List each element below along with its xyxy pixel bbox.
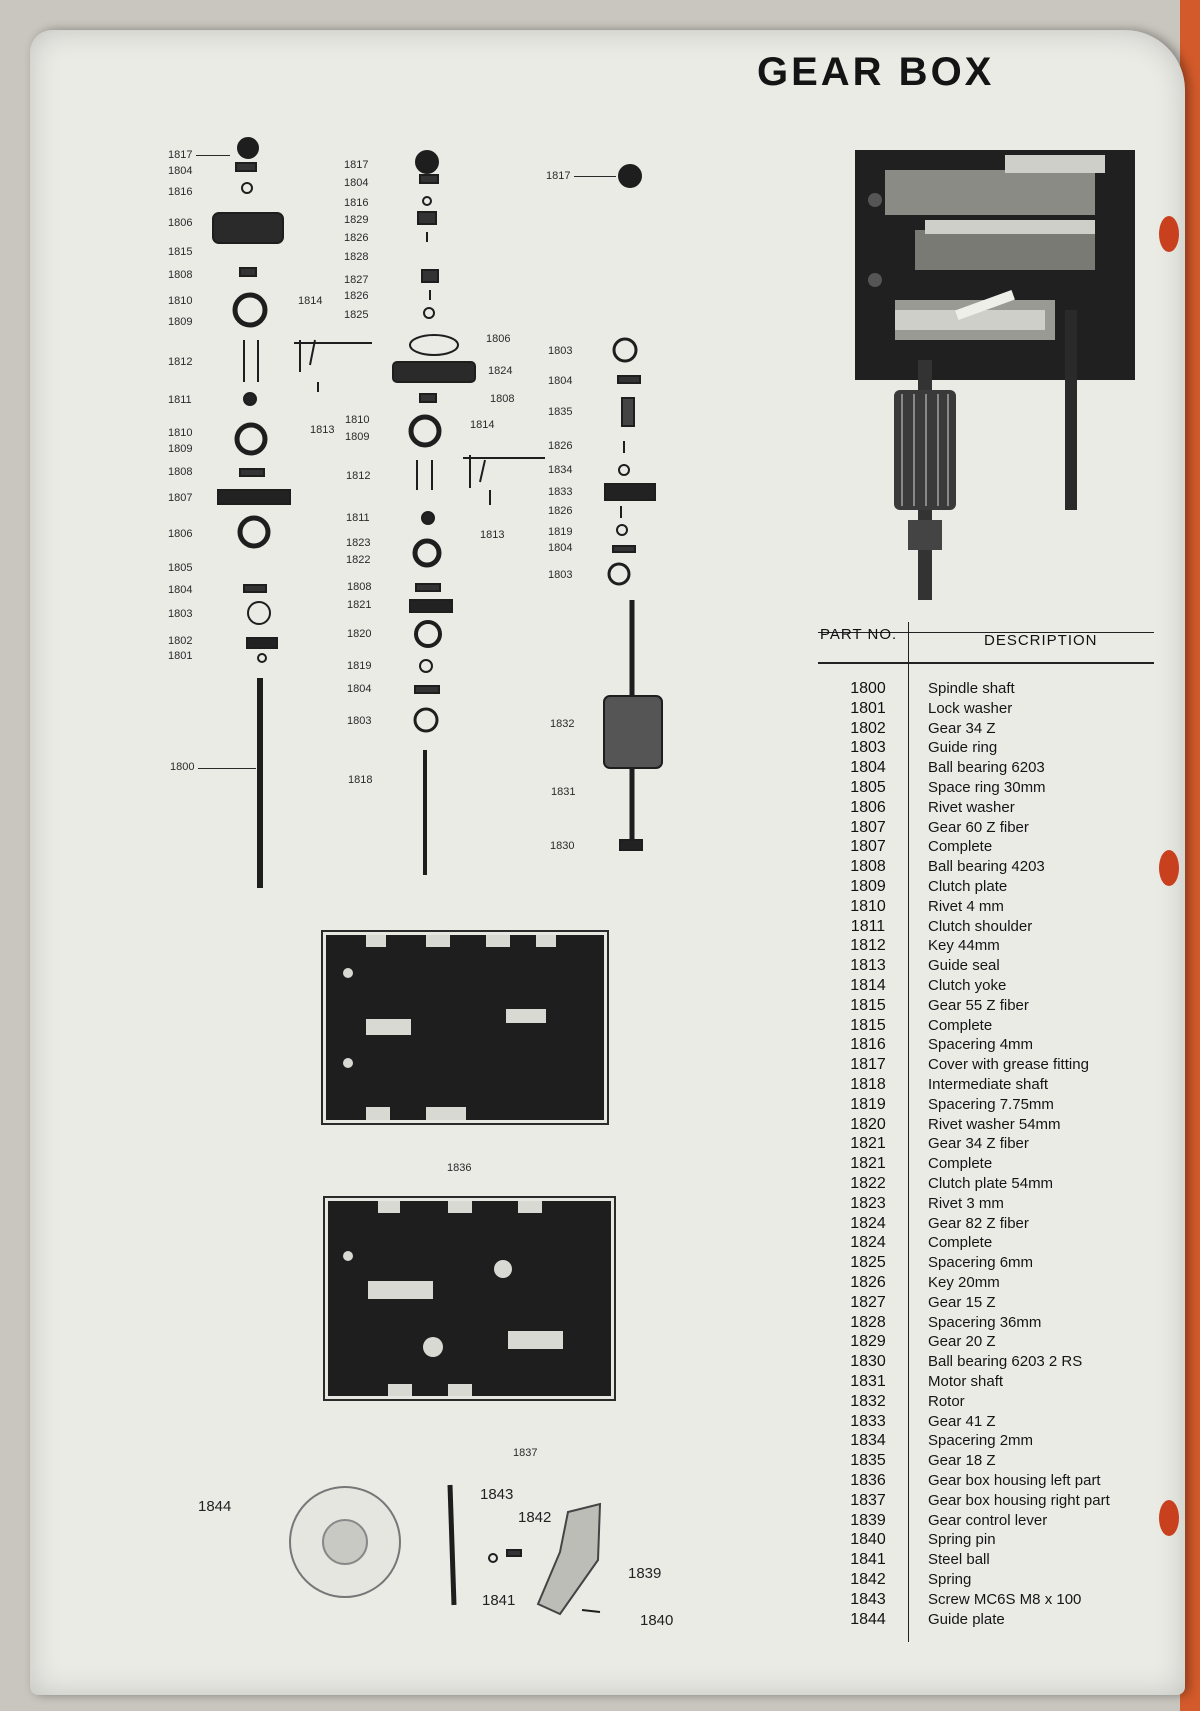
part-description: Guide plate [928, 1610, 1005, 1628]
part-description: Clutch plate 54mm [928, 1175, 1054, 1192]
part-number: 1805 [850, 779, 886, 796]
part-number: 1825 [850, 1254, 886, 1272]
callout-label: 1802 [168, 635, 193, 647]
part-number: 1801 [850, 699, 886, 717]
part-description: Intermediate shaft [928, 1076, 1049, 1093]
part-description: Gear box housing right part [928, 1491, 1110, 1509]
table-row [818, 1512, 1200, 1532]
part-description: Lock washer [928, 699, 1013, 717]
callout-label: 1825 [344, 309, 369, 321]
part-description: Ball bearing 4203 [928, 858, 1045, 876]
part-description: Space ring 30mm [928, 779, 1046, 796]
callout-label: 1804 [168, 584, 193, 596]
part-number: 1814 [850, 977, 886, 994]
part-number: 1843 [850, 1590, 886, 1608]
part-description: Cover with grease fitting [928, 1056, 1089, 1074]
callout-label-housing-right: 1837 [513, 1447, 538, 1459]
part-number: 1800 [850, 680, 886, 697]
part-description: Gear 20 Z [928, 1333, 996, 1351]
part-number: 1817 [850, 1056, 886, 1074]
part-description: Spacering 6mm [928, 1254, 1034, 1272]
part-description: Complete [928, 1234, 993, 1252]
callout-label: 1826 [548, 505, 573, 517]
table-row [818, 1234, 1200, 1254]
callout-label: 1818 [348, 774, 373, 786]
table-row [818, 1373, 1200, 1393]
table-row [818, 937, 1200, 957]
part-number: 1824 [850, 1234, 886, 1252]
table-row [818, 1116, 1200, 1136]
callout-label: 1809 [168, 316, 193, 328]
part-number: 1835 [850, 1452, 886, 1470]
table-row [818, 1294, 1200, 1314]
callout-label: 1804 [347, 683, 372, 695]
callout-label: 1804 [548, 542, 573, 554]
part-description: Rivet washer [928, 798, 1015, 816]
part-description: Steel ball [928, 1551, 990, 1569]
table-row [818, 1076, 1200, 1096]
table-row [818, 1017, 1200, 1037]
part-number: 1832 [850, 1392, 886, 1410]
part-number: 1812 [850, 937, 886, 955]
part-description: Spring [928, 1571, 972, 1588]
callout-label: 1820 [347, 628, 372, 640]
callout-label: 1827 [344, 274, 369, 286]
table-row [818, 1571, 1200, 1591]
table-row [818, 799, 1200, 819]
table-row [818, 918, 1200, 938]
part-number: 1841 [850, 1551, 886, 1569]
table-row [818, 1135, 1200, 1155]
callout-label: 1812 [346, 470, 371, 482]
callout-label: 1805 [168, 562, 193, 574]
part-number: 1821 [850, 1135, 886, 1153]
part-number: 1823 [850, 1194, 886, 1212]
callout-label: 1840 [640, 1612, 674, 1629]
callout-label: 1831 [551, 786, 576, 798]
callout-label: 1826 [548, 440, 573, 452]
part-description: Gear 34 Z fiber [928, 1135, 1029, 1153]
callout-label: 1826 [344, 290, 369, 302]
part-description: Gear 55 Z fiber [928, 996, 1029, 1014]
page-title: GEAR BOX [757, 50, 995, 94]
callout-label: 1811 [346, 512, 370, 524]
table-row [818, 1472, 1200, 1492]
callout-label: 1809 [345, 431, 370, 443]
table-row [818, 1175, 1200, 1195]
part-number: 1834 [850, 1432, 886, 1450]
part-description: Clutch yoke [928, 977, 1007, 994]
part-description: Gear 41 Z [928, 1412, 996, 1430]
callout-label: 1806 [486, 333, 511, 345]
part-description: Spacering 7.75mm [928, 1095, 1054, 1113]
part-description: Clutch plate [928, 878, 1008, 895]
gearbox-housing-right [325, 1198, 614, 1399]
part-description: Complete [928, 838, 993, 856]
table-row [818, 1274, 1200, 1294]
part-number: 1844 [850, 1610, 886, 1628]
callout-label-housing-left: 1836 [447, 1162, 472, 1174]
callout-label: 1808 [168, 466, 193, 478]
part-number: 1827 [850, 1293, 886, 1311]
part-description: Rivet washer 54mm [928, 1115, 1061, 1133]
part-number: 1833 [850, 1412, 886, 1430]
callout-label: 1804 [548, 375, 573, 387]
callout-label: 1816 [168, 186, 193, 198]
callout-label: 1843 [480, 1486, 514, 1503]
callout-label: 1804 [168, 165, 193, 177]
part-number: 1828 [850, 1313, 886, 1331]
gearbox-housing-left [323, 932, 607, 1123]
part-description: Gear 34 Z [928, 719, 996, 737]
part-number: 1813 [850, 957, 886, 975]
part-description: Gear 15 Z [928, 1293, 996, 1311]
part-description: Motor shaft [928, 1373, 1004, 1390]
table-row [818, 1432, 1200, 1452]
table-row [818, 977, 1200, 997]
part-description: Gear 60 Z fiber [928, 818, 1029, 836]
table-row [818, 878, 1200, 898]
part-number: 1810 [850, 897, 886, 915]
part-description: Spindle shaft [928, 680, 1015, 697]
table-row [818, 779, 1200, 799]
callout-label: 1842 [518, 1509, 552, 1526]
callout-label: 1803 [548, 569, 573, 581]
part-number: 1822 [850, 1175, 886, 1192]
part-number: 1808 [850, 858, 886, 876]
callout-label: 1817 [344, 159, 369, 171]
part-description: Clutch shoulder [928, 917, 1033, 935]
part-number: 1842 [850, 1571, 886, 1588]
callout-label: 1811 [168, 394, 192, 406]
part-description: Rotor [928, 1392, 965, 1410]
callout-label: 1830 [550, 840, 575, 852]
part-description: Gear box housing left part [928, 1472, 1101, 1489]
callout-label: 1835 [548, 406, 573, 418]
callout-label: 1808 [490, 393, 515, 405]
part-number: 1802 [850, 719, 886, 737]
callout-label: 1832 [550, 718, 575, 730]
table-row [818, 1492, 1200, 1512]
part-description: Gear control lever [928, 1511, 1048, 1529]
callout-label: 1834 [548, 464, 573, 476]
callout-label: 1824 [488, 365, 513, 377]
callout-label: 1844 [198, 1498, 232, 1515]
part-description: Spring pin [928, 1531, 996, 1549]
table-row [818, 1314, 1200, 1334]
part-number: 1804 [850, 759, 886, 777]
part-description: Key 44mm [928, 937, 1000, 955]
callout-label: 1841 [482, 1592, 516, 1609]
table-row [818, 997, 1200, 1017]
table-row [818, 1452, 1200, 1472]
callout-label: 1808 [168, 269, 193, 281]
part-number: 1811 [850, 917, 886, 935]
callout-label: 1808 [347, 581, 372, 593]
callout-label: 1814 [298, 295, 323, 307]
table-row [818, 1353, 1200, 1373]
callout-label: 1819 [347, 660, 372, 672]
part-number: 1807 [850, 838, 886, 856]
part-number: 1818 [850, 1076, 886, 1093]
callout-label: 1817 [168, 149, 193, 161]
table-row [818, 858, 1200, 878]
part-description: Spacering 4mm [928, 1036, 1034, 1054]
callout-label: 1816 [344, 197, 369, 209]
part-number: 1816 [850, 1036, 886, 1054]
callout-label: 1803 [168, 608, 193, 620]
table-row [818, 720, 1200, 740]
table-row [818, 1591, 1200, 1611]
header-description: DESCRIPTION [984, 632, 1098, 649]
callout-label: 1821 [347, 599, 372, 611]
part-description: Guide ring [928, 739, 998, 757]
callout-label: 1828 [344, 251, 369, 263]
table-row [818, 1551, 1200, 1571]
part-description: Gear 82 Z fiber [928, 1214, 1029, 1232]
table-row [818, 819, 1200, 839]
part-number: 1831 [850, 1373, 886, 1390]
part-description: Spacering 2mm [928, 1432, 1034, 1450]
part-number: 1839 [850, 1511, 886, 1529]
part-description: Key 20mm [928, 1274, 1000, 1291]
callout-label: 1806 [168, 528, 193, 540]
table-row [818, 700, 1200, 720]
callout-label: 1813 [480, 529, 505, 541]
callout-label: 1800 [170, 761, 195, 773]
part-description: Guide seal [928, 957, 1000, 975]
callout-label: 1822 [346, 554, 371, 566]
table-row [818, 1611, 1200, 1631]
part-description: Rivet 4 mm [928, 897, 1004, 915]
part-number: 1806 [850, 798, 886, 816]
part-number: 1824 [850, 1214, 886, 1232]
callout-label: 1807 [168, 492, 193, 504]
table-row [818, 1215, 1200, 1235]
part-number: 1829 [850, 1333, 886, 1351]
part-number: 1840 [850, 1531, 886, 1549]
part-description: Complete [928, 1155, 993, 1173]
table-row [818, 680, 1200, 700]
table-row [818, 957, 1200, 977]
part-description: Ball bearing 6203 2 RS [928, 1353, 1083, 1371]
callout-label: 1839 [628, 1565, 662, 1582]
part-description: Rivet 3 mm [928, 1194, 1004, 1212]
part-description: Complete [928, 1016, 993, 1034]
part-number: 1821 [850, 1155, 886, 1173]
part-number: 1809 [850, 878, 886, 895]
callout-label: 1801 [168, 650, 193, 662]
part-description: Ball bearing 6203 [928, 759, 1045, 777]
callout-label: 1810 [168, 295, 193, 307]
part-description: Gear 18 Z [928, 1452, 996, 1470]
part-number: 1837 [850, 1491, 886, 1509]
callout-label: 1814 [470, 419, 495, 431]
callout-label: 1804 [344, 177, 369, 189]
table-row [818, 898, 1200, 918]
callout-label: 1813 [310, 424, 335, 436]
callout-label: 1826 [344, 232, 369, 244]
callout-label: 1806 [168, 217, 193, 229]
header-part-no: PART NO. [820, 626, 898, 643]
table-row [818, 1195, 1200, 1215]
table-row [818, 1036, 1200, 1056]
callout-label: 1823 [346, 537, 371, 549]
callout-label: 1810 [168, 427, 193, 439]
table-row [818, 838, 1200, 858]
callout-label: 1815 [168, 246, 193, 258]
callout-label: 1809 [168, 443, 193, 455]
callout-label: 1833 [548, 486, 573, 498]
part-description: Screw MC6S M8 x 100 [928, 1590, 1082, 1608]
callout-label: 1819 [548, 526, 573, 538]
callout-label: 1810 [345, 414, 370, 426]
table-row [818, 1413, 1200, 1433]
callout-label: 1829 [344, 214, 369, 226]
callout-label: 1817 [546, 170, 571, 182]
table-row [818, 1056, 1200, 1076]
part-number: 1815 [850, 996, 886, 1014]
table-row [818, 759, 1200, 779]
table-row [818, 1333, 1200, 1353]
callout-label: 1803 [347, 715, 372, 727]
part-number: 1826 [850, 1274, 886, 1291]
parts-table-rows [818, 662, 1200, 1652]
table-row [818, 739, 1200, 759]
part-number: 1819 [850, 1095, 886, 1113]
table-row [818, 1531, 1200, 1551]
part-number: 1830 [850, 1353, 886, 1371]
part-number: 1820 [850, 1115, 886, 1133]
table-row [818, 1155, 1200, 1175]
table-row [818, 1254, 1200, 1274]
table-row [818, 1393, 1200, 1413]
part-description: Spacering 36mm [928, 1313, 1042, 1331]
part-number: 1815 [850, 1016, 886, 1034]
part-number: 1807 [850, 818, 886, 836]
part-number: 1836 [850, 1472, 886, 1489]
callout-label: 1803 [548, 345, 573, 357]
table-row [818, 1096, 1200, 1116]
part-number: 1803 [850, 739, 886, 757]
callout-label: 1812 [168, 356, 193, 368]
